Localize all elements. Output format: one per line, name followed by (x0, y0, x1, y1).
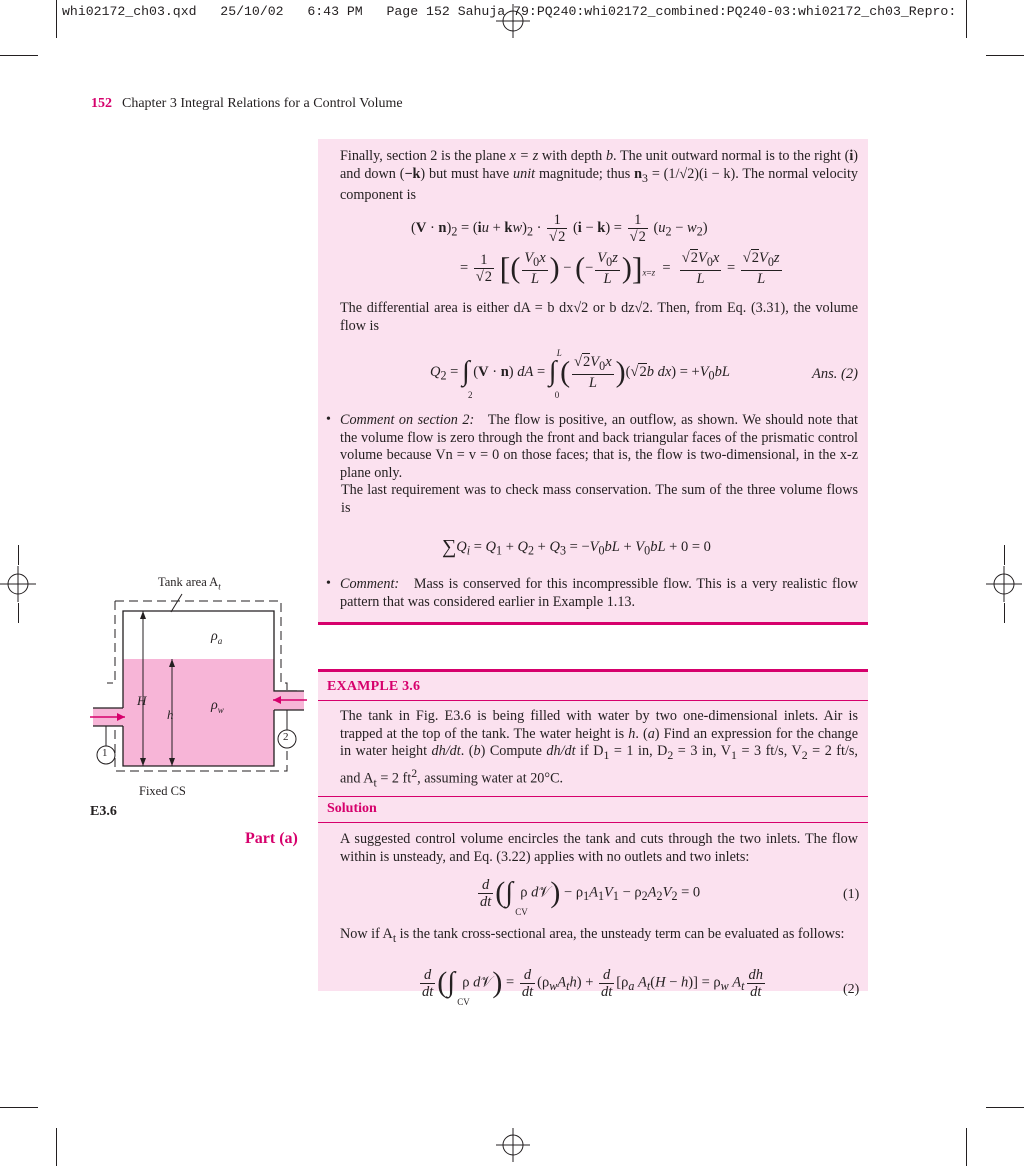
figure-id: E3.6 (90, 804, 117, 819)
crop-mark (56, 1128, 57, 1166)
registration-mark (496, 4, 530, 38)
solution-title-rule (318, 822, 868, 823)
tank-figure (85, 588, 315, 788)
mass-conservation-paragraph: The last requirement was to check mass conservation. The sum of the three volume flows is (341, 482, 858, 516)
part-a-label: Part (a) (245, 830, 298, 847)
crop-mark (1004, 603, 1005, 623)
registration-mark (0, 566, 36, 602)
tank-area-label: Tank area $A_t$ (158, 575, 221, 592)
solution-title: Solution (327, 801, 377, 816)
chapter-title: Chapter 3 Integral Relations for a Control Volume (122, 96, 403, 111)
equation-number-2: (2) (843, 982, 860, 997)
box-bottom-rule (318, 622, 868, 625)
sum-q-equation: $\sum Q_i = Q_1 + Q_2 + Q_3 = -V_0bL + V_0bL + 0 = 0$ (442, 536, 711, 558)
normal-velocity-equation-line1: $(V \cdot n)_2 = (iu + kw)_2$ · $\frac{1}{√2}$ (i − k) = $\frac{1}{√2}$ $(u_2 - w_2)$ (411, 212, 708, 245)
example-problem-statement: The tank in Fig. E3.6 is being filled with water by two one-dimensional inlets. Air is trapped at the top of the tank. The water height is h. (a) Find an expression for the change in water height dh/dt. (b) Compute dh/dt if $D_1 = 1$ in, $D_2 = 3$ in, $V_1 = 3$ ft/s, $V_2 = 2$ ft/s, and $A_t = 2$ $ft^2$, assuming water at 20°C. (340, 708, 858, 790)
slug-line: whi02172_ch03.qxd 25/10/02 6:43 PM Page 152 Sahuja 79:PQ240:whi02172_combined:PQ240-03:whi02172_ch03_Repro: (62, 4, 957, 19)
crop-mark (986, 1107, 1024, 1108)
registration-mark (986, 566, 1022, 602)
water-density-label: $\rho_w$ (211, 698, 224, 715)
running-head (91, 96, 403, 112)
normal-velocity-equation-line2: = $\frac{1}{√2}$ [( $\frac{V_0x}{L}$ ) − (− $\frac{V_0z}{L}$ )]$_{x=z}$ = $\frac{√2V_0x}{L}$ = $\frac{√2V_0z}{L}$ (460, 250, 780, 287)
crop-mark (966, 0, 967, 38)
continuity-equation-1: $\frac{d}{dt}$ (∫ CV ρ d𝒱) − $\rho_1A_1V_1 - \rho_2A_2V_2 = 0$ (480, 876, 701, 917)
crop-mark (986, 55, 1024, 56)
h-label: h (167, 707, 174, 722)
crop-mark (18, 603, 19, 623)
section2-paragraph: Finally, section 2 is the plane x = z with depth b. The unit outward normal is to the right (i) and down (−k) but must have unit magnitude; thus $n_3 = (1/√2)(i - k)$. The normal velocity component is (340, 148, 859, 204)
crop-mark (0, 55, 38, 56)
H-label: H (137, 693, 147, 708)
page-number: 152 (91, 96, 112, 111)
comment-mass-conserved: Comment: Mass is conserved for this incompressible flow. This is a very realistic flow pattern that was considered earlier in Example 1.13. (340, 576, 859, 610)
station-1-label: 1 (102, 747, 108, 759)
answer-2-label: Ans. (2) (812, 366, 858, 382)
crop-mark (18, 545, 19, 565)
unsteady-term-equation-2: $\frac{d}{dt}$ (∫ CV ρ d𝒱) = $\frac{d}{dt}$ $(\rho_wA_th)$ + $\frac{d}{dt}$ [$\rho_a$ $A_t(H - h)] = \rho_w$ $A_t$ $\frac{dh}{dt}$ (422, 966, 764, 1007)
fixed-cs-label: Fixed CS (139, 784, 186, 798)
crop-mark (56, 0, 57, 38)
registration-mark (496, 1128, 530, 1162)
air-density-label: $\rho_a$ (211, 629, 223, 646)
bullet: • (326, 576, 331, 591)
differential-area-paragraph: The differential area is either dA = b dx√2 or b dz√2. Then, from Eq. (3.31), the volume flow is (340, 300, 858, 334)
q2-equation: $Q_2$ = ∫ 2 (V · n) dA = ∫ L 0 ( $\frac{√2V_0x}{L}$ )(√2b $dx) = +V_0bL$ (430, 348, 730, 401)
example-title-rule (318, 700, 868, 701)
bullet: • (326, 412, 331, 427)
example-top-rule (318, 669, 868, 672)
leader-line (171, 594, 182, 612)
crop-mark (1004, 545, 1005, 565)
solution-paragraph-1: A suggested control volume encircles the tank and cuts through the two inlets. The flow within is unsteady, and Eq. (3.22) applies with no outlets and two inlets: (340, 831, 858, 865)
solution-top-rule (318, 796, 868, 797)
solution-paragraph-2: Now if $A_t$ is the tank cross-sectional area, the unsteady term can be evaluated as follows: (340, 926, 845, 945)
example-title: EXAMPLE 3.6 (327, 679, 421, 694)
water-region (123, 659, 274, 766)
comment-section2: Comment on section 2: The flow is positive, an outflow, as shown. We should note that the volume flow is zero through the front and back triangular faces of the prismatic control volume because Vn = v = 0 on those faces; that is, the flow is two-dimensional, in the x-z plane only. (340, 412, 858, 481)
station-2-label: 2 (283, 731, 289, 743)
crop-mark (0, 1107, 38, 1108)
crop-mark (966, 1128, 967, 1166)
equation-number-1: (1) (843, 887, 860, 902)
fixed-cs-outline (107, 601, 115, 683)
